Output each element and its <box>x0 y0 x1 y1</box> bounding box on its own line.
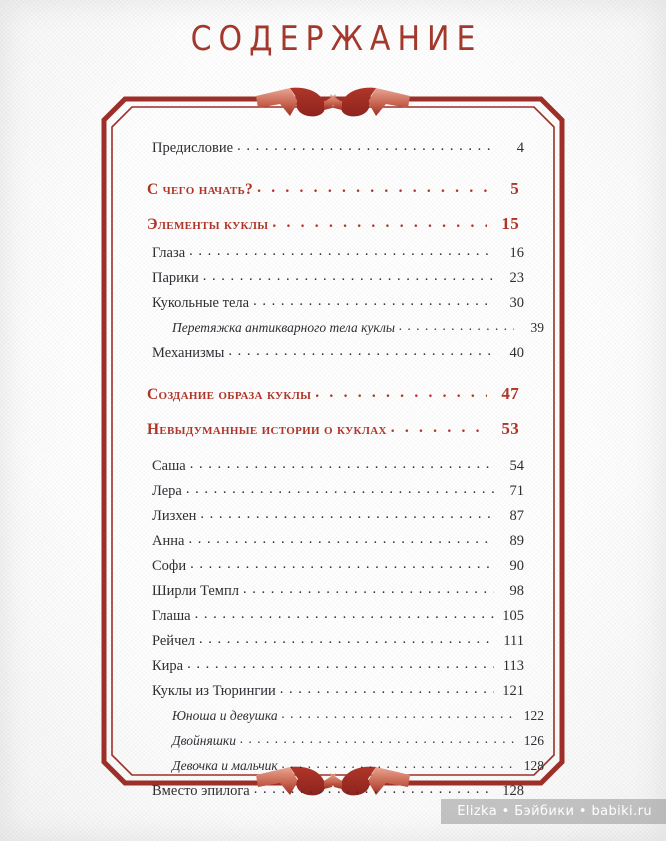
toc-entry-label: Элементы куклы <box>147 216 269 233</box>
toc-entry-row[interactable] <box>152 533 524 558</box>
toc-entry-row[interactable] <box>152 633 524 658</box>
toc-entry-page: 16 <box>509 245 524 261</box>
watermark-text: Elizka • Бэйбики • babiki.ru <box>457 804 652 819</box>
toc-entry-page: 54 <box>509 458 524 474</box>
dot-leader <box>195 606 494 623</box>
dot-leader <box>391 419 487 437</box>
toc-entry-page: 5 <box>510 179 519 198</box>
dot-leader <box>200 506 494 523</box>
toc-entry-page: 40 <box>509 345 524 361</box>
toc-entry-row[interactable] <box>172 733 544 758</box>
toc-entry-label: Юноша и девушка <box>172 708 278 723</box>
dot-leader <box>315 384 487 402</box>
dot-leader <box>257 179 487 197</box>
toc-entry-label: Девочка и мальчик <box>172 758 278 773</box>
toc-entry-label: С чего начать? <box>147 181 254 198</box>
toc-entry-row[interactable] <box>152 683 524 708</box>
dot-leader <box>186 481 494 498</box>
toc-entry-row[interactable] <box>152 345 524 370</box>
spacer <box>147 165 519 179</box>
toc-entry-label: Предисловие <box>152 140 234 156</box>
toc-entry-page: 128 <box>502 783 524 799</box>
toc-entry-label: Ширли Темпл <box>152 583 239 599</box>
toc-entry-page: 113 <box>502 658 524 674</box>
toc-section-row[interactable] <box>147 179 519 204</box>
toc-entry-row[interactable] <box>152 245 524 270</box>
toc-entry-page: 15 <box>501 214 519 233</box>
toc-entry-page: 30 <box>509 295 524 311</box>
toc-entry-label: Рейчел <box>152 633 196 649</box>
dot-leader <box>253 293 494 310</box>
toc-section-row[interactable] <box>147 419 519 444</box>
toc-entry-label: Куклы из Тюрингии <box>152 683 276 699</box>
toc-entry-page: 71 <box>509 483 524 499</box>
table-of-contents <box>147 140 544 808</box>
dot-leader <box>282 706 514 722</box>
toc-section-row[interactable] <box>147 384 519 409</box>
toc-entry-label: Кукольные тела <box>152 295 250 311</box>
toc-entry-page: 98 <box>509 583 524 599</box>
dot-leader <box>254 781 494 798</box>
toc-entry-label: Вместо эпилога <box>152 783 250 799</box>
toc-entry-row[interactable] <box>152 270 524 295</box>
spacer <box>147 370 519 384</box>
toc-entry-page: 111 <box>503 633 524 649</box>
dot-leader <box>280 681 494 698</box>
toc-entry-page: 128 <box>523 758 544 773</box>
toc-entry-row[interactable] <box>172 320 544 345</box>
toc-entry-label: Саша <box>152 458 186 474</box>
dot-leader <box>240 731 514 747</box>
spacer <box>147 204 519 214</box>
toc-entry-row[interactable] <box>152 583 524 608</box>
ribbon-ornament-top <box>228 78 438 126</box>
toc-entry-page: 53 <box>501 419 519 438</box>
dot-leader <box>190 556 494 573</box>
dot-leader <box>228 343 494 360</box>
dot-leader <box>189 243 494 260</box>
toc-entry-row[interactable] <box>152 508 524 533</box>
dot-leader <box>243 581 494 598</box>
dot-leader <box>190 456 494 473</box>
toc-entry-page: 105 <box>502 608 524 624</box>
toc-entry-row[interactable] <box>152 483 524 508</box>
dot-leader <box>203 268 494 285</box>
toc-entry-page: 23 <box>509 270 524 286</box>
toc-section-row[interactable] <box>147 214 519 239</box>
toc-entry-row[interactable] <box>172 708 544 733</box>
dot-leader <box>399 318 514 334</box>
toc-entry-page: 89 <box>509 533 524 549</box>
toc-entry-label: Лера <box>152 483 182 499</box>
toc-entry-label: Создание образа куклы <box>147 386 312 403</box>
toc-entry-label: Парики <box>152 270 199 286</box>
toc-entry-row[interactable] <box>152 608 524 633</box>
toc-entry-row[interactable] <box>152 658 524 683</box>
dot-leader <box>282 756 514 772</box>
toc-entry-row[interactable] <box>152 140 524 165</box>
toc-entry-label: Невыдуманные истории о куклах <box>147 421 387 438</box>
toc-entry-page: 90 <box>509 558 524 574</box>
toc-entry-row[interactable] <box>152 458 524 483</box>
toc-entry-label: Перетяжка антикварного тела куклы <box>172 320 396 335</box>
toc-entry-page: 121 <box>502 683 524 699</box>
page-title: СОДЕРЖАНИЕ <box>190 19 483 60</box>
toc-entry-page: 4 <box>516 140 524 156</box>
toc-entry-label: Анна <box>152 533 185 549</box>
dot-leader <box>188 531 494 548</box>
toc-entry-label: Софи <box>152 558 187 574</box>
toc-entry-page: 39 <box>530 320 544 335</box>
dot-leader <box>237 138 494 155</box>
toc-entry-label: Механизмы <box>152 345 225 361</box>
dot-leader <box>272 214 487 232</box>
dot-leader <box>199 631 494 648</box>
toc-entry-page: 87 <box>509 508 524 524</box>
spacer <box>147 409 519 419</box>
toc-entry-page: 122 <box>523 708 544 723</box>
toc-entry-page: 47 <box>501 384 519 403</box>
toc-entry-label: Лизхен <box>152 508 197 524</box>
toc-entry-row[interactable] <box>152 558 524 583</box>
toc-entry-label: Двойняшки <box>172 733 236 748</box>
toc-entry-label: Глаша <box>152 608 191 624</box>
toc-entry-label: Глаза <box>152 245 186 261</box>
toc-entry-row[interactable] <box>152 295 524 320</box>
toc-entry-label: Кира <box>152 658 184 674</box>
toc-entry-page: 126 <box>523 733 544 748</box>
dot-leader <box>187 656 494 673</box>
toc-entry-row[interactable] <box>172 758 544 783</box>
watermark <box>441 799 666 824</box>
